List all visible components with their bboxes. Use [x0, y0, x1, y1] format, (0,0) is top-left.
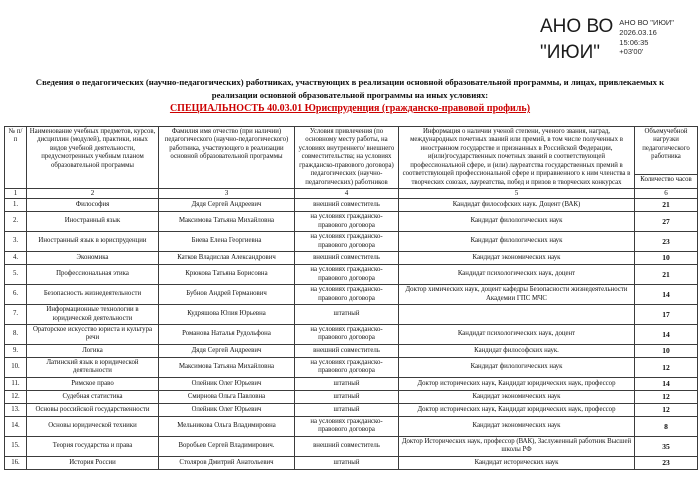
cell-degree — [399, 305, 635, 325]
cell-subject: Ораторское искусство юриста и культура речи — [27, 324, 159, 344]
cell-hours: 21 — [635, 199, 698, 212]
cell-subject: Основы юридической техники — [27, 416, 159, 436]
cell-hours: 35 — [635, 436, 698, 456]
header-row — [5, 127, 698, 175]
cell-num: 15. — [5, 436, 27, 456]
cell-name: Максимова Татьяна Михайловна — [159, 212, 295, 232]
table-row — [5, 377, 698, 390]
stamp-date: 2026.03.16 — [619, 27, 657, 37]
organization-name — [540, 14, 613, 65]
cell-subject: Основы российской государственности — [27, 403, 159, 416]
column-number: 4 — [295, 189, 399, 199]
cell-num: 14. — [5, 416, 27, 436]
table-row — [5, 357, 698, 377]
cell-degree: Кандидат психологических наук, доцент — [399, 324, 635, 344]
header-num: № п/п — [5, 127, 27, 189]
organization-name-line2: "ИЮИ" — [540, 41, 600, 63]
cell-num: 16. — [5, 456, 27, 469]
cell-name: Дядя Сергей Андреевич — [159, 199, 295, 212]
table-row — [5, 199, 698, 212]
column-number: 5 — [399, 189, 635, 199]
cell-subject: Римское право — [27, 377, 159, 390]
cell-degree: Доктор Исторических наук, профессор (ВАК), Заслуженный работник Высшей школы РФ — [399, 436, 635, 456]
cell-degree: Кандидат философских наук. Доцент (ВАК) — [399, 199, 635, 212]
table-row — [5, 403, 698, 416]
cell-subject: Экономика — [27, 252, 159, 265]
table-row — [5, 390, 698, 403]
cell-terms: на условиях гражданско-правового договора — [295, 285, 399, 305]
cell-degree: Кандидат философских наук. — [399, 344, 635, 357]
cell-name: Максимова Татьяна Михайловна — [159, 357, 295, 377]
cell-num: 6. — [5, 285, 27, 305]
table-row — [5, 436, 698, 456]
cell-name: Столяров Дмитрий Анатольевич — [159, 456, 295, 469]
cell-terms: на условиях гражданско-правового договора — [295, 357, 399, 377]
cell-terms: штатный — [295, 403, 399, 416]
specialty-heading: СПЕЦИАЛЬНОСТЬ 40.03.01 Юриспруденция (гражданско-правовой профиль) — [169, 103, 531, 114]
table-row — [5, 305, 698, 325]
cell-terms: внешний совместитель — [295, 199, 399, 212]
cell-num: 8. — [5, 324, 27, 344]
cell-terms: на условиях гражданско-правового договора — [295, 212, 399, 232]
cell-num: 7. — [5, 305, 27, 325]
cell-subject: Судебная статистика — [27, 390, 159, 403]
table-row — [5, 344, 698, 357]
cell-num: 11. — [5, 377, 27, 390]
cell-name: Мельникова Ольга Владимировна — [159, 416, 295, 436]
cell-name: Кудряшова Юлия Юрьевна — [159, 305, 295, 325]
table-head — [5, 127, 698, 199]
table-row — [5, 232, 698, 252]
cell-subject: Латинский язык в юридической деятельности — [27, 357, 159, 377]
table-row — [5, 212, 698, 232]
cell-name: Катков Владислав Александрович — [159, 252, 295, 265]
table-row — [5, 252, 698, 265]
stamp-org: АНО ВО "ИЮИ" — [619, 18, 674, 27]
header-hours-subtitle: Количество часов — [635, 174, 698, 189]
cell-hours: 12 — [635, 357, 698, 377]
cell-num: 3. — [5, 232, 27, 252]
cell-num: 5. — [5, 265, 27, 285]
cell-degree: Доктор исторических наук, Кандидат юридических наук, профессор — [399, 403, 635, 416]
cell-name: Крюкова Татьяна Борисовна — [159, 265, 295, 285]
cell-degree: Кандидат филологических наук — [399, 212, 635, 232]
cell-terms: штатный — [295, 305, 399, 325]
header-subject: Наименование учебных предметов, курсов, дисциплин (модулей), практики, иных видов учебной деятельности, предусмотренных учебным планом образовательной программы — [27, 127, 159, 189]
header-hours: Объемучебной нагрузки педагогического работника — [635, 127, 698, 175]
table-row — [5, 324, 698, 344]
stamp-timezone: +03'00' — [619, 47, 644, 57]
cell-subject: Безопасность жизнедеятельности — [27, 285, 159, 305]
digital-signature-block — [540, 14, 674, 65]
cell-terms: внешний совместитель — [295, 436, 399, 456]
column-number: 6 — [635, 189, 698, 199]
cell-num: 4. — [5, 252, 27, 265]
cell-degree: Доктор исторических наук, Кандидат юридических наук, профессор — [399, 377, 635, 390]
header-degree: Информация о наличии ученой степени, ученого звания, наград, международных почетных званий или премий, в том числе полученных в иностранном государстве и признанных в Российской Федерации, и(или)государственных почетных званий в соответствующей профессиональной сфере, и (или) лауреатства государственных премий в соответствующей профессиональной сфере и приравненного к ним членства в творческих союзах, лауреатства, побед и призов в творческих конкурсах — [399, 127, 635, 189]
cell-hours: 10 — [635, 252, 698, 265]
cell-subject: Теория государства и права — [27, 436, 159, 456]
cell-num: 12. — [5, 390, 27, 403]
staff-table — [4, 126, 698, 470]
cell-terms: на условиях гражданско-правового договора — [295, 416, 399, 436]
cell-terms: на условиях гражданско-правового договора — [295, 265, 399, 285]
cell-degree: Кандидат экономических наук — [399, 390, 635, 403]
cell-name: Дядя Сергей Андреевич — [159, 344, 295, 357]
table-row — [5, 265, 698, 285]
cell-name: Романова Наталья Рудольфона — [159, 324, 295, 344]
table-body — [5, 199, 698, 470]
cell-name: Бубнов Андрей Германович — [159, 285, 295, 305]
cell-terms: штатный — [295, 390, 399, 403]
table-row — [5, 416, 698, 436]
column-number-row — [5, 189, 698, 199]
organization-name-line1: АНО ВО — [540, 16, 614, 37]
cell-hours: 8 — [635, 416, 698, 436]
cell-degree: Кандидат психологических наук, доцент — [399, 265, 635, 285]
table-row — [5, 285, 698, 305]
cell-name: Смирнова Ольга Павловна — [159, 390, 295, 403]
cell-name: Воробьев Сергей Владимирович. — [159, 436, 295, 456]
cell-hours: 14 — [635, 324, 698, 344]
cell-num: 13. — [5, 403, 27, 416]
cell-hours: 21 — [635, 265, 698, 285]
cell-num: 1. — [5, 199, 27, 212]
cell-degree: Доктор химических наук, доцент кафедры Безопасности жизнедеятельности Академии ГПС МЧС — [399, 285, 635, 305]
cell-subject: Логика — [27, 344, 159, 357]
staff-table-wrapper — [4, 126, 698, 470]
cell-hours: 23 — [635, 456, 698, 469]
stamp-time: 15:06:35 — [619, 37, 649, 47]
cell-degree: Кандидат филологических наук — [399, 357, 635, 377]
column-number: 3 — [159, 189, 295, 199]
cell-hours: 14 — [635, 285, 698, 305]
cell-terms: штатный — [295, 456, 399, 469]
cell-subject: Иностранный язык — [27, 212, 159, 232]
cell-hours: 23 — [635, 232, 698, 252]
cell-terms: на условиях гражданско-правового договора — [295, 232, 399, 252]
cell-subject: История России — [27, 456, 159, 469]
cell-terms: на условиях гражданско-правового договора — [295, 324, 399, 344]
cell-terms: внешний совместитель — [295, 252, 399, 265]
cell-terms: внешний совместитель — [295, 344, 399, 357]
cell-num: 2. — [5, 212, 27, 232]
cell-subject: Философия — [27, 199, 159, 212]
cell-subject: Иностранный язык в юриспруденции — [27, 232, 159, 252]
cell-degree: Кандидат исторических наук — [399, 456, 635, 469]
table-row — [5, 456, 698, 469]
header-name: Фамилия имя отчество (при наличии) педагогического (научно-педагогического) работника, участвующего в реализации основной образовательной программы — [159, 127, 295, 189]
cell-hours: 14 — [635, 377, 698, 390]
cell-degree: Кандидат экономических наук — [399, 416, 635, 436]
column-number: 2 — [27, 189, 159, 199]
signature-stamp — [619, 18, 674, 57]
cell-subject: Профессиональная этика — [27, 265, 159, 285]
cell-num: 9. — [5, 344, 27, 357]
cell-num: 10. — [5, 357, 27, 377]
document-title: Сведения о педагогических (научно-педагогических) работниках, участвующих в реализации основной образовательной программы, и лицах, привлекаемых к реализации основной образовательной программы на иных условиях: — [35, 77, 665, 100]
column-number: 1 — [5, 189, 27, 199]
cell-hours: 12 — [635, 390, 698, 403]
cell-name: Олейник Олег Юрьевич — [159, 377, 295, 390]
cell-subject: Информационные технологии в юридической деятельности — [27, 305, 159, 325]
cell-name: Олейник Олег Юрьевич — [159, 403, 295, 416]
header-terms: Условия привлечения (по основному месту работы, на условиях внутреннего/ внешнего совместительства; на условиях гражданско-правового договора) педагогических (научно-педагогических) работников — [295, 127, 399, 189]
cell-hours: 17 — [635, 305, 698, 325]
cell-name: Биева Елена Георгиевна — [159, 232, 295, 252]
cell-degree: Кандидат экономических наук — [399, 252, 635, 265]
cell-hours: 12 — [635, 403, 698, 416]
cell-terms: штатный — [295, 377, 399, 390]
cell-hours: 27 — [635, 212, 698, 232]
cell-hours: 10 — [635, 344, 698, 357]
cell-degree: Кандидат филологических наук — [399, 232, 635, 252]
